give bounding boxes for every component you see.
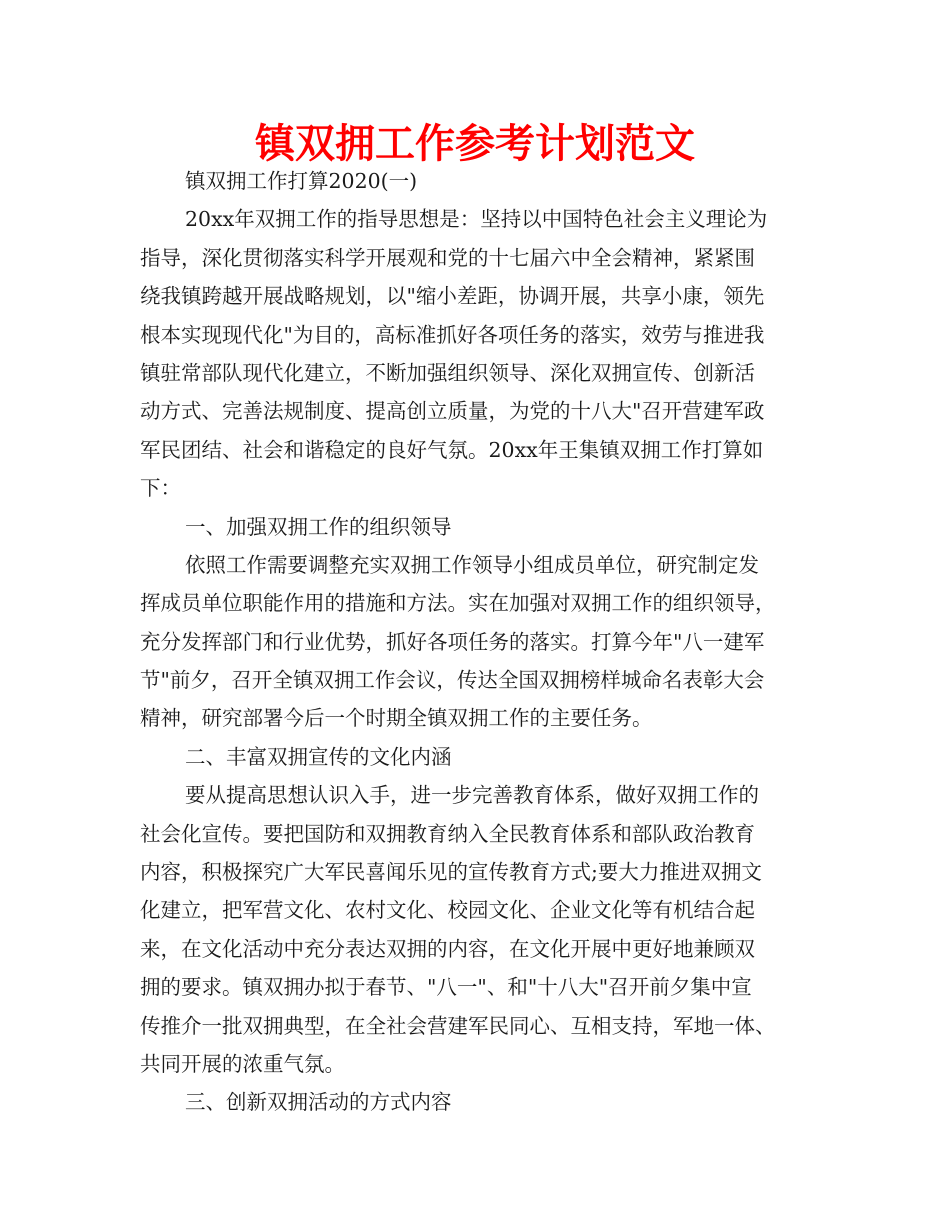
paragraph-line: 共同开展的浓重气氛。 [140,1051,345,1076]
paragraph-line: 充分发挥部门和行业优势，抓好各项任务的落实。打算今年"八一建军 [140,629,765,654]
paragraph-line: 20xx年双拥工作的指导思想是：坚持以中国特色社会主义理论为 [185,207,768,232]
section-heading: 一、加强双拥工作的组织领导 [185,514,452,539]
paragraph-line: 节"前夕，召开全镇双拥工作会议，传达全国双拥榜样城命名表彰大会 [140,668,765,693]
paragraph-line: 军民团结、社会和谐稳定的良好气氛。20xx年王集镇双拥工作打算如 [140,437,764,462]
document-body [140,162,830,1122]
paragraph-line: 镇驻常部队现代化建立，不断加强组织领导、深化双拥宣传、创新活 [140,360,755,385]
document-title: 镇双拥工作参考计划范文 [255,121,695,167]
paragraph-line: 精神，研究部署今后一个时期全镇双拥工作的主要任务。 [140,706,653,731]
paragraph-line: 下： [140,476,181,501]
paragraph-line: 拥的要求。镇双拥办拟于春节、"八一"、和"十八大"召开前夕集中宣 [140,975,752,1000]
paragraph-line: 化建立，把军营文化、农村文化、校园文化、企业文化等有机结合起 [140,898,755,923]
paragraph-line: 内容，积极探究广大军民喜闻乐见的宣传教育方式;要大力推进双拥文 [140,860,762,885]
subtitle-line: 镇双拥工作打算2020(一) [185,169,418,193]
paragraph-line: 指导，深化贯彻落实科学开展观和党的十七届六中全会精神，紧紧围 [140,245,755,270]
paragraph-line: 社会化宣传。要把国防和双拥教育纳入全民教育体系和部队政治教育 [140,821,755,846]
paragraph-line: 依照工作需要调整充实双拥工作领导小组成员单位，研究制定发 [185,552,759,577]
paragraph-line: 绕我镇跨越开展战略规划，以"缩小差距，协调开展，共享小康，领先 [140,284,765,309]
paragraph-line: 要从提高思想认识入手，进一步完善教育体系，做好双拥工作的 [185,783,759,808]
paragraph-line: 动方式、完善法规制度、提高创立质量，为党的十八大"召开营建军政 [140,399,765,424]
paragraph-line: 来，在文化活动中充分表达双拥的内容，在文化开展中更好地兼顾双 [140,936,755,961]
paragraph-line: 传推介一批双拥典型，在全社会营建军民同心、互相支持，军地一体、 [140,1013,776,1038]
paragraph-line: 挥成员单位职能作用的措施和方法。实在加强对双拥工作的组织领导， [140,591,776,616]
section-heading: 三、创新双拥活动的方式内容 [185,1090,452,1115]
paragraph-line: 根本实现现代化"为目的，高标准抓好各项任务的落实，效劳与推进我 [140,322,765,347]
section-heading: 二、丰富双拥宣传的文化内涵 [185,744,452,769]
